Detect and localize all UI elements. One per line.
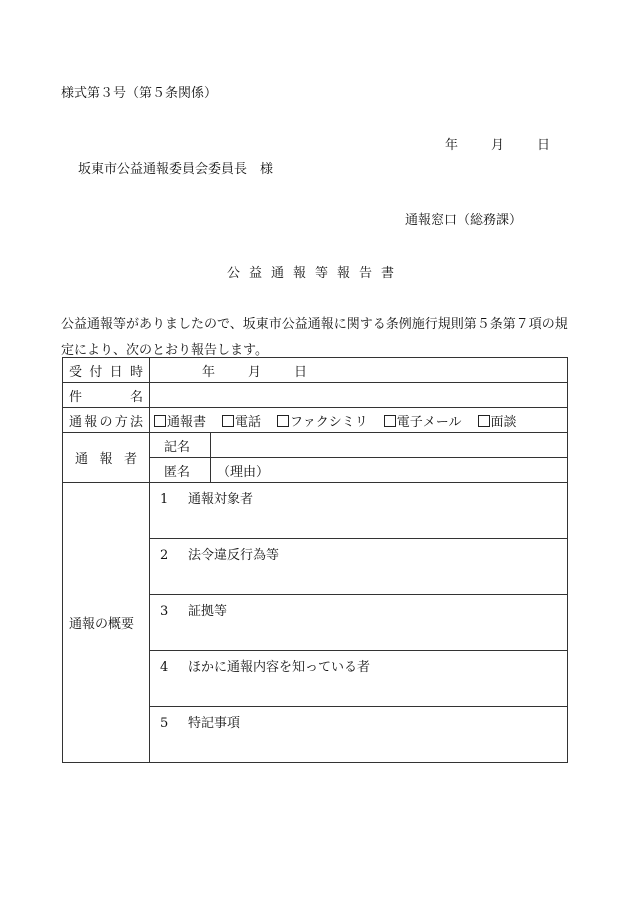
method-option-phone[interactable]: 電話: [222, 411, 261, 430]
reporter-label: 通報者: [63, 433, 150, 483]
method-option-email[interactable]: 電子メール: [384, 411, 462, 430]
method-option-fax[interactable]: ファクシミリ: [277, 411, 368, 430]
anonymous-reason-field[interactable]: [211, 458, 568, 483]
summary-item-2[interactable]: 2 法令違反行為等: [150, 539, 568, 595]
checkbox-icon[interactable]: [277, 415, 289, 427]
document-title: 公益通報等報告書: [226, 266, 403, 281]
summary-item-4[interactable]: 4 ほかに通報内容を知っている者: [150, 651, 568, 707]
checkbox-icon[interactable]: [222, 415, 234, 427]
method-row: [63, 408, 568, 433]
summary-item-5[interactable]: 5 特記事項: [150, 707, 568, 763]
received-day: 日: [294, 364, 308, 380]
checkbox-icon[interactable]: [384, 415, 396, 427]
form-number: 様式第３号（第５条関係）: [61, 86, 218, 101]
method-label: 通報の方法: [63, 408, 150, 433]
received-label: 受付日時: [63, 358, 150, 383]
anonymous-label: 匿名: [150, 458, 211, 483]
received-year: 年: [202, 364, 216, 380]
subject-field[interactable]: [150, 383, 568, 408]
body-text: 公益通報等がありましたので、坂東市公益通報に関する条例施行規則第５条第７項の規定により、次のとおり報告します。: [61, 317, 568, 358]
summary-item-1[interactable]: 1 通報対象者: [150, 483, 568, 539]
sender: 通報窓口（総務課）: [405, 213, 523, 228]
report-table: [62, 357, 568, 763]
method-options: [150, 408, 568, 433]
checkbox-icon[interactable]: [478, 415, 490, 427]
subject-label: 件名: [63, 383, 150, 408]
checkbox-icon[interactable]: [154, 415, 166, 427]
reason-label: （理由）: [217, 464, 270, 480]
date-year: 年: [445, 138, 459, 153]
date-line: [445, 134, 550, 153]
received-month: 月: [248, 364, 262, 380]
received-value[interactable]: [150, 358, 568, 383]
date-month: 月: [491, 138, 505, 153]
subject-row: [63, 383, 568, 408]
method-option-letter[interactable]: 通報書: [154, 411, 206, 430]
date-day: 日: [537, 138, 551, 153]
method-option-meeting[interactable]: 面談: [478, 411, 517, 430]
named-field[interactable]: [211, 433, 568, 458]
received-row: [63, 358, 568, 383]
summary-item-3[interactable]: 3 証拠等: [150, 595, 568, 651]
reporter-named-row: [63, 433, 568, 458]
summary-label: 通報の概要: [63, 483, 150, 763]
addressee: 坂東市公益通報委員会委員長 様: [78, 162, 274, 177]
named-label: 記名: [150, 433, 211, 458]
summary-row-1: [63, 483, 568, 539]
